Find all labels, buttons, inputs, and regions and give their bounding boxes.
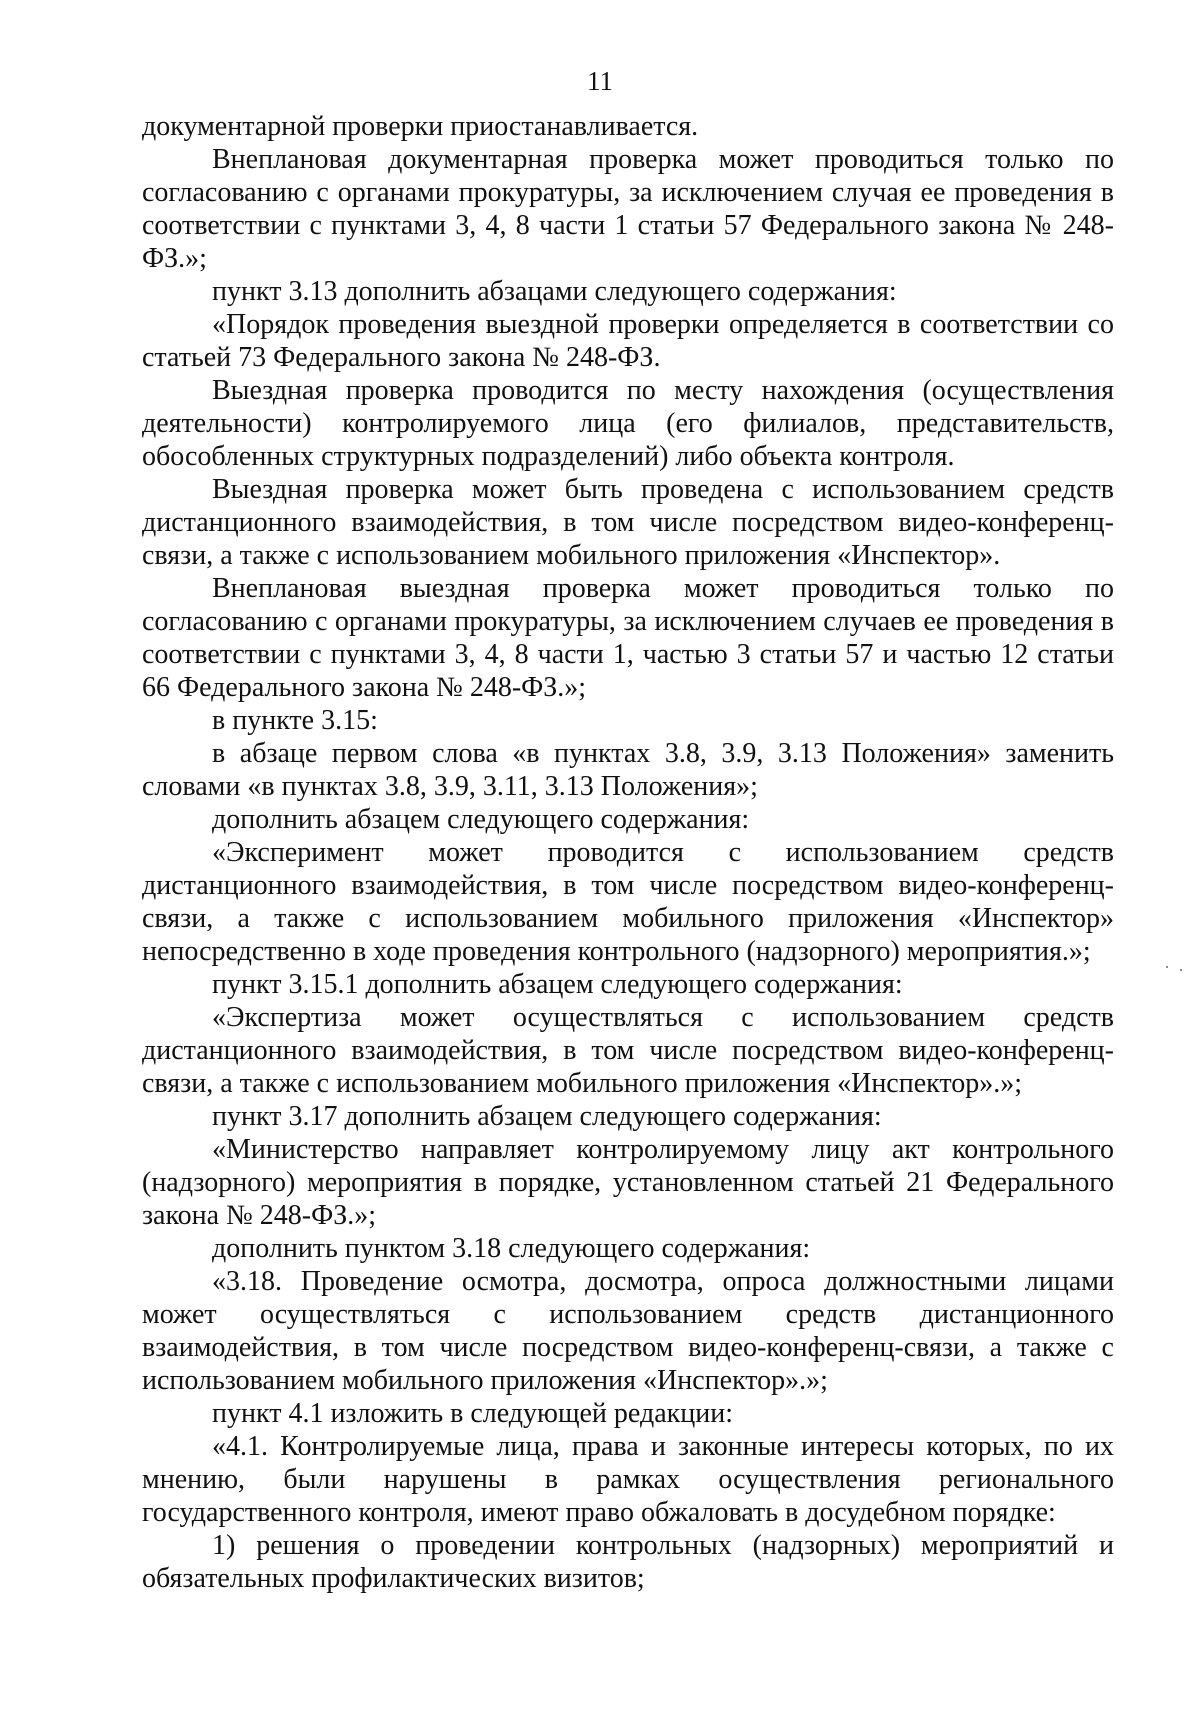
document-body xyxy=(142,110,1114,1595)
paragraph-add-abzats: дополнить абзацем следующего содержания: xyxy=(212,804,750,835)
paragraph-amend-3-17: пункт 3.17 дополнить абзацем следующего содержания: xyxy=(212,1101,882,1132)
paragraph-unscheduled-onsite-check: Внеплановая выездная проверка может проводиться только по согласованию с органами прокуратуры, за исключением случаев ее проведения в соответствии с пунктами 3, 4, 8 части 1, частью 3 статьи 57 и частью 12 статьи 66 Федерального закона № 248-ФЗ.»; xyxy=(142,573,1114,703)
paragraph-ministry-act: «Министерство направляет контролируемому лицу акт контрольного (надзорного) мероприятия в порядке, установленном статьей 21 Федерального закона № 248-ФЗ.»; xyxy=(142,1134,1114,1231)
paragraph-4-1-text: «4.1. Контролируемые лица, права и законные интересы которых, по их мнению, были нарушены в рамках осуществления регионального государственного контроля, имеют право обжаловать в досудебном порядке: xyxy=(142,1431,1114,1528)
paragraph-onsite-check-procedure: «Порядок проведения выездной проверки определяется в соответствии со статьей 73 Федерального закона № 248-ФЗ. xyxy=(142,309,1114,373)
paragraph-4-1-item-1: 1) решения о проведении контрольных (надзорных) мероприятий и обязательных профилактических визитов; xyxy=(142,1530,1114,1594)
paragraph-expertise: «Экспертиза может осуществляться с использованием средств дистанционного взаимодействия, в том числе посредством видео-конференц-связи, а также с использованием мобильного приложения «Инспектор».»; xyxy=(142,1002,1114,1099)
paragraph-amend-4-1: пункт 4.1 изложить в следующей редакции: xyxy=(212,1398,733,1429)
paragraph-continuation: документарной проверки приостанавливается. xyxy=(142,111,699,142)
scan-speck xyxy=(1166,966,1168,968)
paragraph-in-3-15: в пункте 3.15: xyxy=(212,705,378,736)
paragraph-3-18-text: «3.18. Проведение осмотра, досмотра, опроса должностными лицами может осуществляться с использованием средств дистанционного взаимодействия, в том числе посредством видео-конференц-связи, а также с использованием мобильного приложения «Инспектор».»; xyxy=(142,1266,1114,1396)
paragraph-add-3-18: дополнить пунктом 3.18 следующего содержания: xyxy=(212,1233,811,1264)
paragraph-amend-3-13: пункт 3.13 дополнить абзацами следующего содержания: xyxy=(212,276,897,307)
paragraph-onsite-check-remote: Выездная проверка может быть проведена с использованием средств дистанционного взаимодействия, в том числе посредством видео-конференц-связи, а также с использованием мобильного приложения «Инспектор». xyxy=(142,474,1114,571)
paragraph-replace-words: в абзаце первом слова «в пунктах 3.8, 3.9, 3.13 Положения» заменить словами «в пунктах 3.8, 3.9, 3.11, 3.13 Положения»; xyxy=(142,738,1114,802)
paragraph-experiment: «Эксперимент может проводится с использованием средств дистанционного взаимодействия, в том числе посредством видео-конференц-связи, а также с использованием мобильного приложения «Инспектор» непосредственно в ходе проведения контрольного (надзорного) мероприятия.»; xyxy=(142,837,1114,967)
page-number: 11 xyxy=(587,66,613,96)
paragraph-onsite-check-location: Выездная проверка проводится по месту нахождения (осуществления деятельности) контролируемого лица (его филиалов, представительств, обособленных структурных подразделений) либо объекта контроля. xyxy=(142,375,1114,472)
paragraph-unscheduled-documentary-check: Внеплановая документарная проверка может проводиться только по согласованию с органами прокуратуры, за исключением случая ее проведения в соответствии с пунктами 3, 4, 8 части 1 статьи 57 Федерального закона № 248-ФЗ.»; xyxy=(142,144,1114,274)
paragraph-amend-3-15-1: пункт 3.15.1 дополнить абзацем следующего содержания: xyxy=(212,969,903,1000)
scan-speck xyxy=(1180,969,1182,971)
